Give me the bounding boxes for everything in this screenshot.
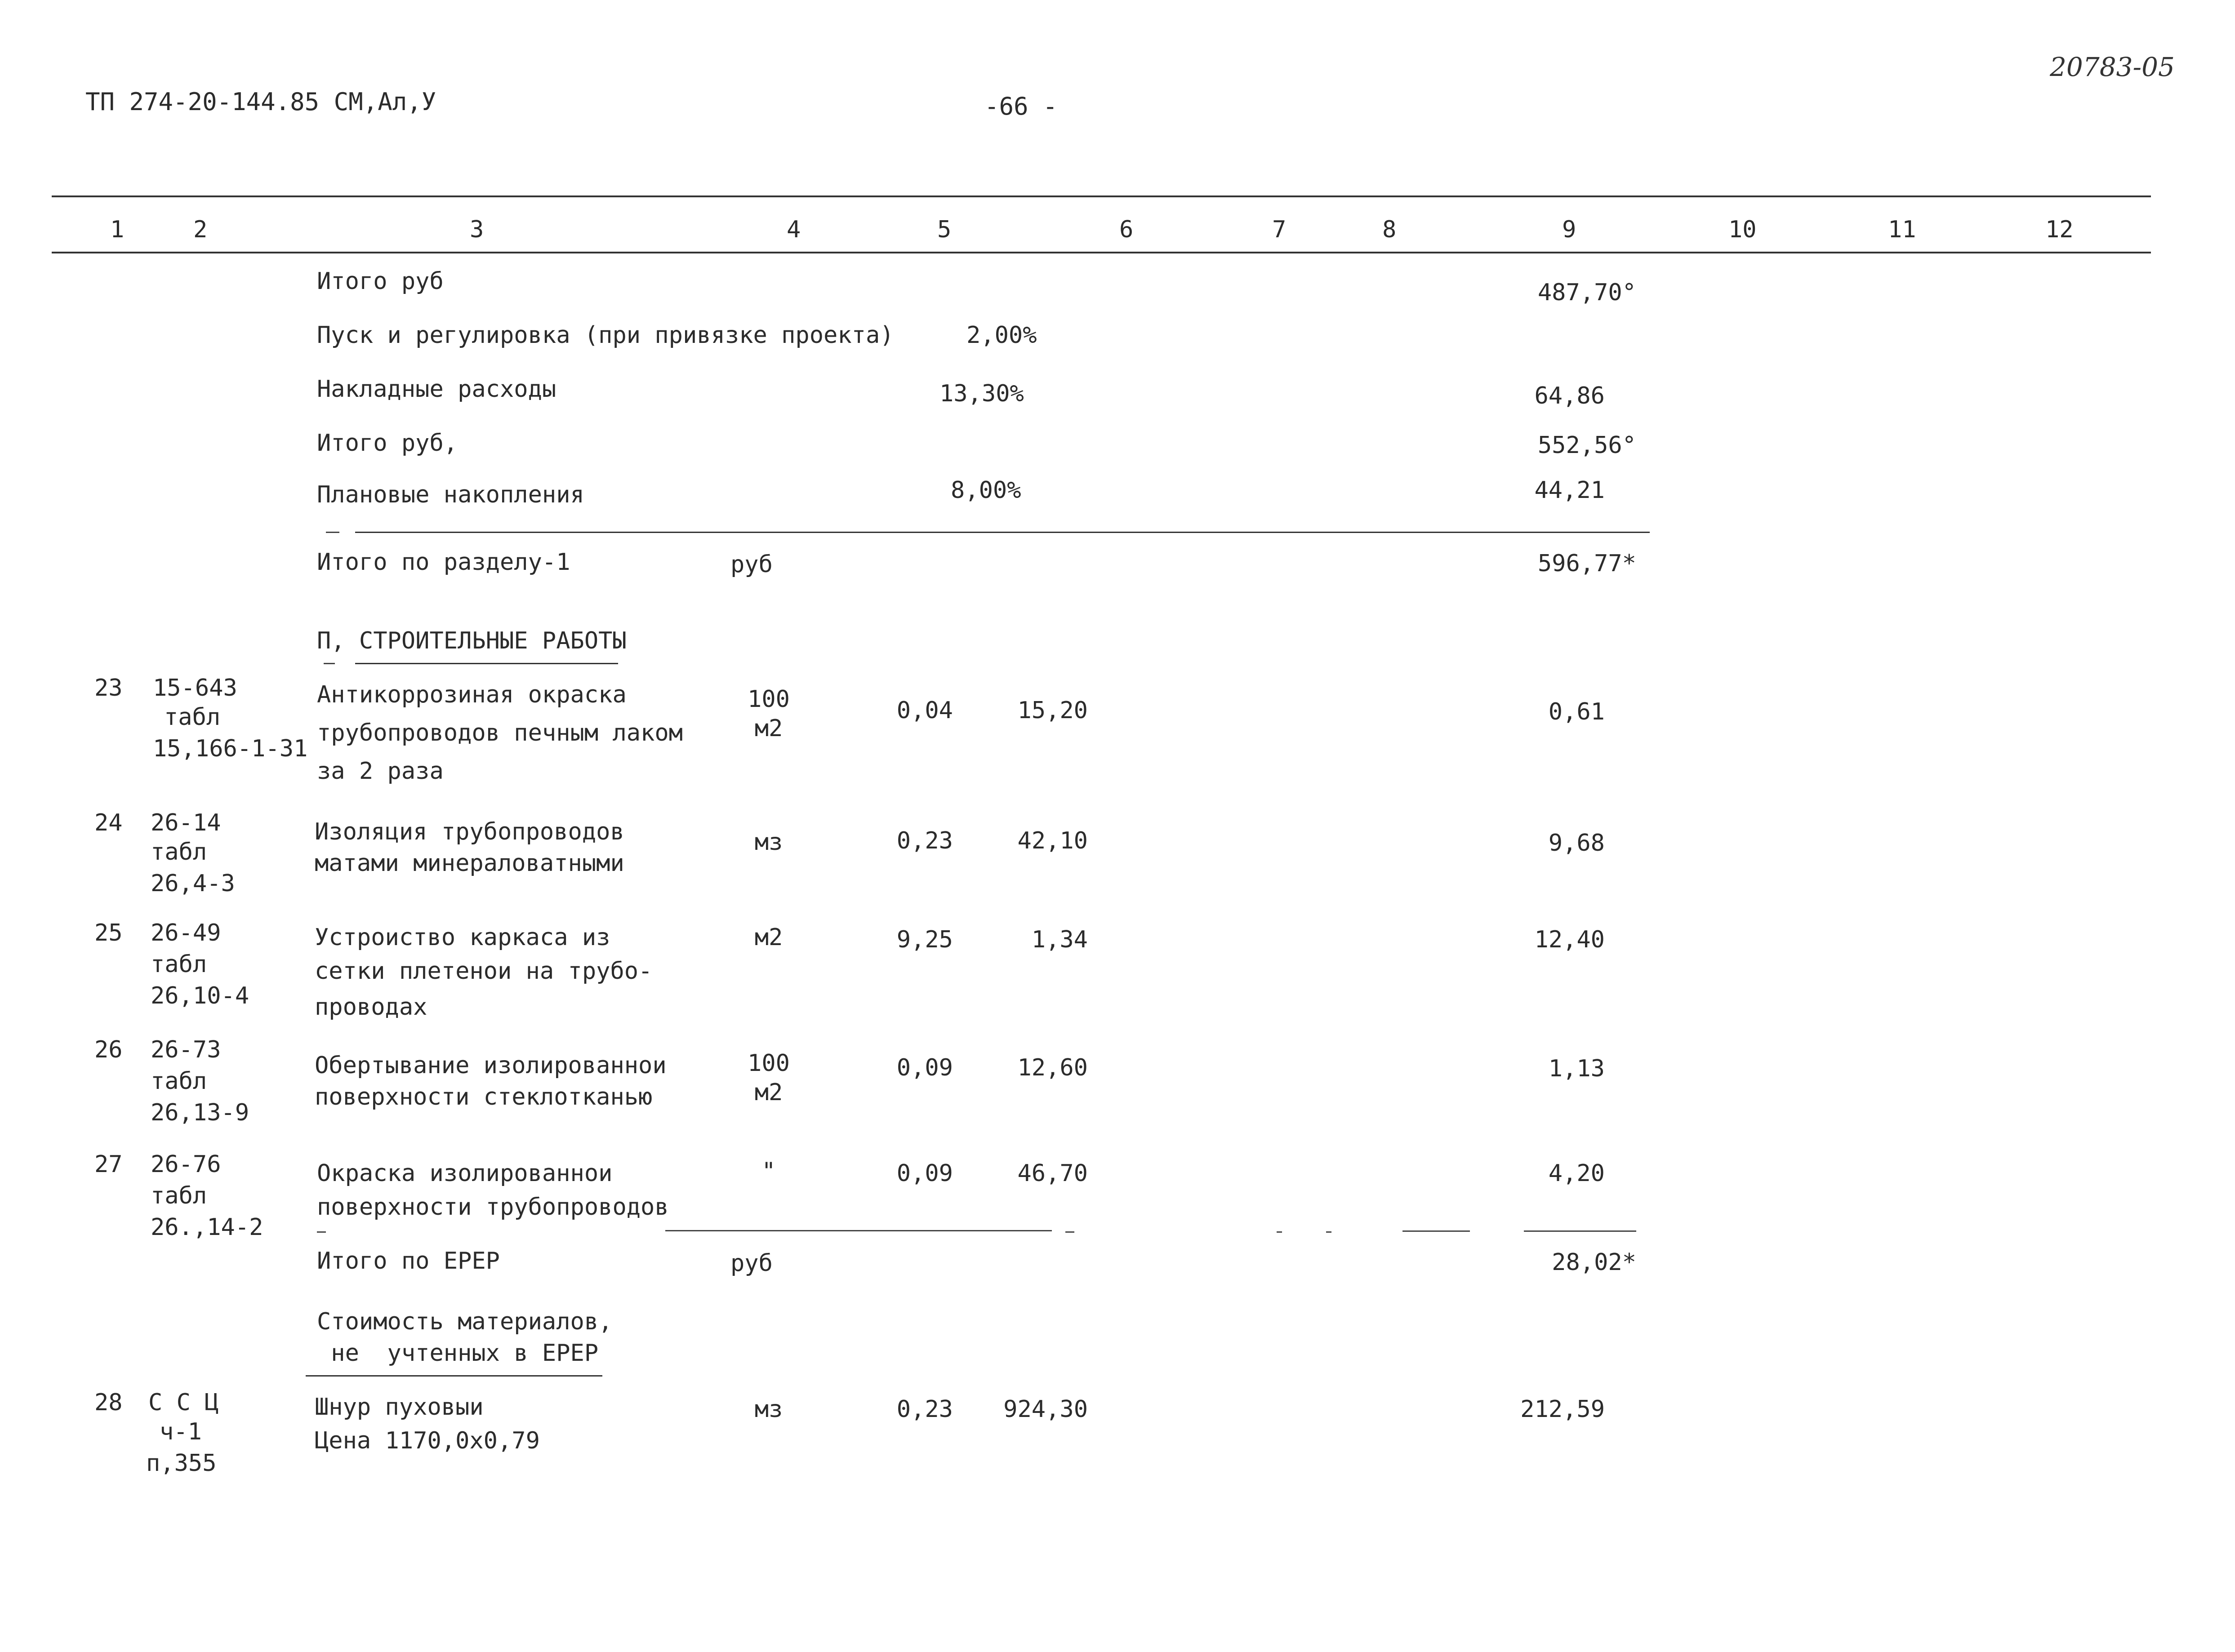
summary-rate: 8,00% [951, 477, 1021, 504]
column-header-8: 8 [1382, 216, 1397, 243]
row-code: 26-49 [151, 919, 221, 946]
row-description: Обертывание изолированнои [315, 1052, 667, 1079]
row-code: 26-14 [151, 809, 221, 836]
row-code: С С Ц [148, 1389, 219, 1416]
row-number: 24 [94, 809, 123, 836]
summary-total: 552,56° [1537, 432, 1636, 459]
rule-dash [1326, 1231, 1331, 1233]
column-header-2: 2 [193, 216, 208, 243]
row-code: 15,166-1-31 [153, 735, 308, 762]
summary-rate: 13,30% [939, 380, 1024, 407]
row-code: 26-73 [151, 1036, 221, 1063]
erer-total-label: Итого по ЕРЕР [317, 1248, 500, 1275]
row-description: матами минераловатными [315, 850, 624, 877]
row-quantity: 0,23 [896, 1396, 953, 1423]
row-description: Устроиство каркаса из [315, 924, 610, 951]
sheet-id-handwritten: 20783-05 [2050, 52, 2175, 82]
row-description: за 2 раза [317, 758, 444, 785]
summary-label: Итого руб [317, 268, 444, 295]
rule-dash [1402, 1230, 1470, 1232]
summary-label: Плановые накопления [317, 481, 584, 508]
rule-dash [317, 1231, 326, 1233]
row-quantity: 0,09 [896, 1160, 953, 1187]
section1-total-unit: руб [730, 551, 773, 578]
row-quantity: 0,04 [896, 697, 953, 724]
row-description: Изоляция трубопроводов [315, 818, 624, 845]
row-price: 42,10 [1017, 827, 1088, 854]
row-number: 26 [94, 1036, 123, 1063]
column-header-7: 7 [1272, 216, 1287, 243]
row-total: 1,13 [1548, 1055, 1605, 1082]
header-rule-top [52, 195, 2151, 197]
row-unit: 100 [748, 686, 790, 713]
summary-total: 44,21 [1534, 477, 1605, 504]
column-header-10: 10 [1728, 216, 1757, 243]
row-quantity: 0,23 [896, 827, 953, 854]
erer-total-unit: руб [730, 1250, 773, 1277]
row-quantity: 0,09 [896, 1054, 953, 1081]
erer-rule [665, 1230, 1052, 1231]
row-description: Антикоррозиная окраска [317, 681, 627, 708]
rule-dash [324, 663, 335, 664]
row-price: 12,60 [1017, 1054, 1088, 1081]
rule-dash [1524, 1230, 1636, 1232]
row-price: 15,20 [1017, 697, 1088, 724]
row-unit: 100 [748, 1050, 790, 1077]
row-code: 26,4-3 [151, 870, 235, 897]
column-header-11: 11 [1888, 216, 1916, 243]
rule-dash [326, 532, 339, 533]
erer-total-value: 28,02* [1552, 1249, 1636, 1276]
row-unit: м2 [754, 715, 783, 742]
summary-label: Итого руб, [317, 430, 458, 457]
row-description: сетки плетенои на трубо- [315, 958, 653, 985]
section1-total-value: 596,77* [1537, 550, 1636, 577]
column-header-5: 5 [937, 216, 952, 243]
row-price: 46,70 [1017, 1160, 1088, 1187]
summary-label: Накладные расходы [317, 376, 557, 403]
row-description: Шнур пуховыи [315, 1394, 484, 1421]
summary-total: 487,70° [1537, 279, 1636, 306]
summary-label: Пуск и регулировка (при привязке проекта) [317, 322, 894, 349]
row-unit: мз [754, 829, 783, 856]
row-total: 9,68 [1548, 830, 1605, 857]
row-code: 26,13-9 [151, 1099, 249, 1126]
row-code: табл [151, 1068, 207, 1095]
page-number: -66 - [984, 92, 1058, 120]
section1-rule [355, 532, 1650, 533]
row-price: 924,30 [1003, 1396, 1088, 1423]
summary-rate: 2,00% [966, 322, 1037, 349]
row-total: 212,59 [1520, 1396, 1605, 1423]
row-code: табл [151, 951, 207, 978]
column-header-3: 3 [470, 216, 484, 243]
row-description: проводах [315, 994, 427, 1021]
row-unit: " [761, 1158, 776, 1185]
column-header-6: 6 [1119, 216, 1134, 243]
section2-title: П, СТРОИТЕЛЬНЫЕ РАБОТЫ [317, 627, 627, 654]
column-header-1: 1 [110, 216, 125, 243]
row-number: 23 [94, 675, 123, 702]
row-total: 0,61 [1548, 698, 1605, 725]
row-price: 1,34 [1031, 926, 1088, 953]
column-header-12: 12 [2045, 216, 2074, 243]
row-code: табл [151, 839, 207, 866]
row-description: поверхности трубопроводов [317, 1194, 669, 1221]
column-header-9: 9 [1562, 216, 1576, 243]
row-unit: мз [754, 1396, 783, 1423]
row-quantity: 9,25 [896, 926, 953, 953]
row-number: 28 [94, 1389, 123, 1416]
row-description: трубопроводов печным лаком [317, 719, 683, 746]
materials-title: не учтенных в ЕРЕР [317, 1340, 599, 1367]
rule-dash [1277, 1231, 1282, 1233]
row-total: 12,40 [1534, 926, 1605, 953]
document-code: ТП 274-20-144.85 СМ,Ал,У [85, 88, 436, 116]
summary-total: 64,86 [1534, 382, 1605, 409]
row-unit: м2 [754, 924, 783, 951]
row-code: табл [151, 1182, 207, 1209]
row-unit: м2 [754, 1079, 783, 1106]
column-header-4: 4 [787, 216, 801, 243]
row-code: 26.,14-2 [151, 1214, 263, 1241]
row-code: 26-76 [151, 1151, 221, 1178]
row-code: ч-1 [160, 1418, 202, 1445]
header-rule-bottom [52, 252, 2151, 253]
row-description: Окраска изолированнои [317, 1160, 613, 1187]
row-number: 27 [94, 1151, 123, 1178]
row-description: поверхности стеклотканью [315, 1084, 653, 1110]
row-code: табл [164, 704, 221, 731]
row-total: 4,20 [1548, 1160, 1605, 1187]
rule-dash [1065, 1231, 1074, 1233]
row-code: 15-643 [153, 675, 237, 702]
row-number: 25 [94, 919, 123, 946]
row-code: 26,10-4 [151, 982, 249, 1009]
section1-total-label: Итого по разделу-1 [317, 549, 570, 576]
row-code: п,355 [146, 1450, 217, 1477]
materials-title: Стоимость материалов, [317, 1308, 613, 1335]
section2-title-underline [355, 663, 618, 664]
materials-title-underline [306, 1375, 602, 1377]
row-description: Цена 1170,0х0,79 [315, 1427, 540, 1454]
